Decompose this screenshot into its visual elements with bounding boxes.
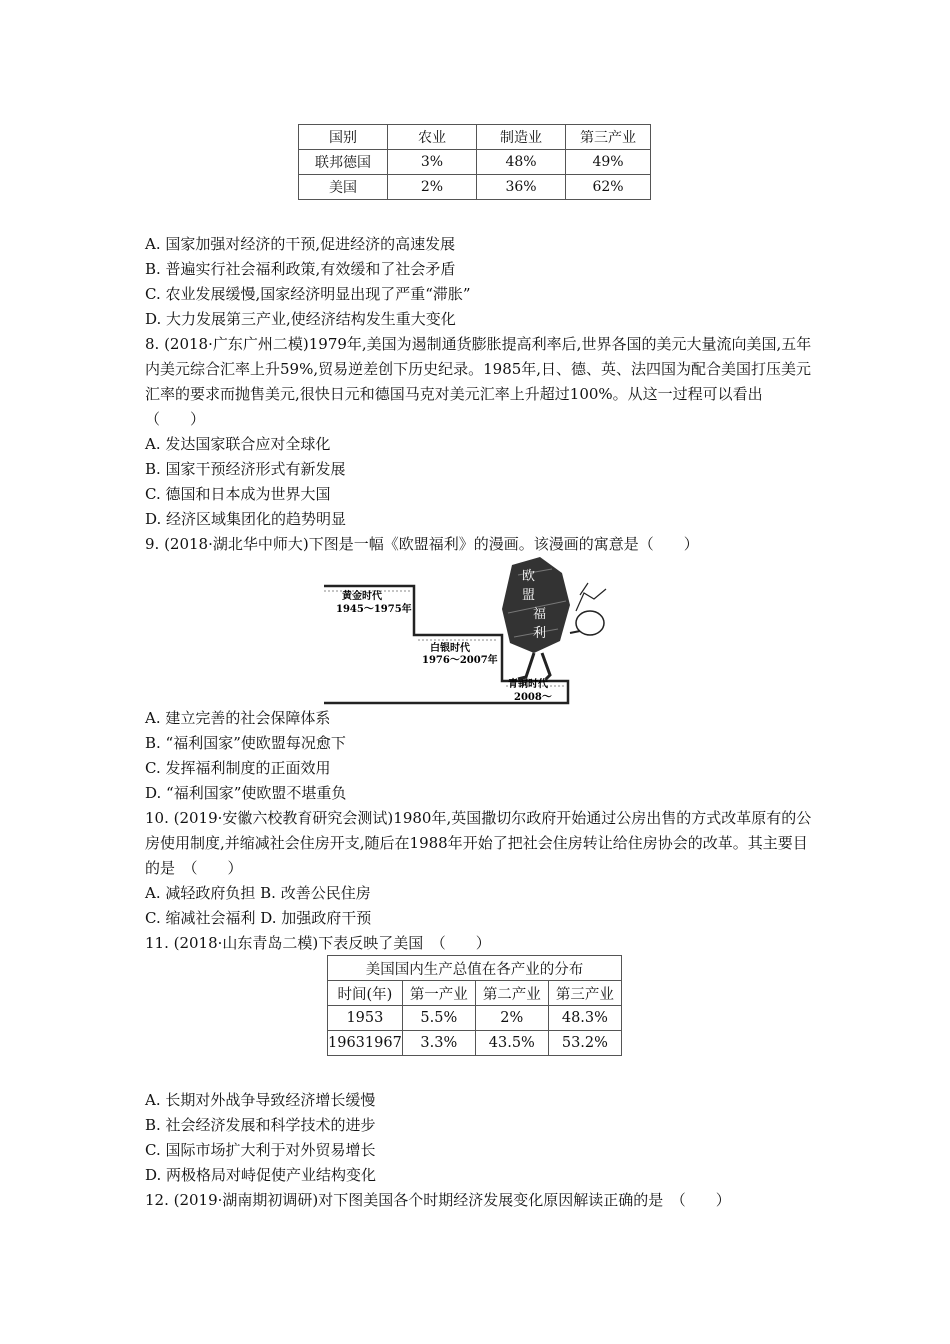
sack-char: 盟: [522, 588, 536, 603]
us-gdp-table: [327, 955, 622, 1056]
table-cell: 联邦德国: [299, 150, 388, 175]
table-cell: 制造业: [477, 125, 566, 150]
q10-options-row2: C. 缩减社会福利 D. 加强政府干预: [145, 909, 372, 927]
eu-welfare-cartoon: [322, 553, 612, 705]
table-cell: 美国: [299, 175, 388, 200]
q8-option-b: B. 国家干预经济形式有新发展: [145, 460, 346, 478]
table-cell: 第一产业: [402, 981, 475, 1006]
table-cell: 49%: [566, 150, 651, 175]
table-row: [299, 150, 651, 175]
table-cell: 48%: [477, 150, 566, 175]
table-cell: 53.2%: [548, 1031, 621, 1056]
q10-stem: 10. (2019·安徽六校教育研究会测试)1980年,英国撒切尔政府开始通过公房出售的方式改革原有的公房使用制度,并缩减社会住房开支,随后在1988年开始了把社会住房转让给住房协会的改革。其主要目的是 （ ）: [145, 809, 812, 877]
table-cell: 48.3%: [548, 1006, 621, 1031]
q8-option-a: A. 发达国家联合应对全球化: [145, 435, 331, 453]
table-cell: 第三产业: [548, 981, 621, 1006]
q9-option-c: C. 发挥福利制度的正面效用: [145, 759, 331, 777]
burdened-figure: [502, 557, 606, 679]
table-cell: 36%: [477, 175, 566, 200]
step-silver-years: 1976～2007年: [422, 655, 498, 666]
figure-head: [576, 611, 604, 635]
table-header-row: [328, 981, 622, 1006]
q9-stem: 9. (2018·湖北华中师大)下图是一幅《欧盟福利》的漫画。该漫画的寓意是（ ）: [145, 535, 699, 553]
sack-char: 利: [533, 626, 547, 641]
sack-char: 福: [533, 607, 547, 622]
table-title-row: [328, 956, 622, 981]
step-bronze-years: 2008～: [514, 692, 552, 703]
table-cell: 国别: [299, 125, 388, 150]
table-cell: 2%: [475, 1006, 548, 1031]
table-cell: 第二产业: [475, 981, 548, 1006]
q7-option-b: B. 普遍实行社会福利政策,有效缓和了社会矛盾: [145, 260, 456, 278]
industry-share-table: [298, 124, 651, 200]
table-header-row: [299, 125, 651, 150]
q7-option-a: A. 国家加强对经济的干预,促进经济的高速发展: [145, 235, 456, 253]
figure-legs: [518, 653, 550, 679]
table-cell: 3%: [388, 150, 477, 175]
q11-option-b: B. 社会经济发展和科学技术的进步: [145, 1116, 376, 1134]
table-cell: 农业: [388, 125, 477, 150]
q8-stem: 8. (2018·广东广州二模)1979年,美国为遏制通货膨胀提高利率后,世界各国的美元大量流向美国,五年内美元综合汇率上升59%,贸易逆差创下历史纪录。1985年,日、德、英、法四国为配合美国打压美元汇率的要求而抛售美元,很快日元和德国马克对美元汇率上升超过100%。从这一过程可以看出 （ ）: [145, 335, 812, 428]
step-golden-name: 黄金时代: [342, 591, 382, 602]
q9-option-d: D. “福利国家”使欧盟不堪重负: [145, 784, 347, 802]
q9-option-a: A. 建立完善的社会保障体系: [145, 709, 331, 727]
q11-option-c: C. 国际市场扩大利于对外贸易增长: [145, 1141, 376, 1159]
table-cell: 19631967: [328, 1031, 403, 1056]
table-row: [299, 175, 651, 200]
table-cell: 43.5%: [475, 1031, 548, 1056]
step-golden-years: 1945～1975年: [336, 604, 412, 615]
table-cell: 3.3%: [402, 1031, 475, 1056]
sack-char: 欧: [522, 569, 536, 584]
table-cell: 2%: [388, 175, 477, 200]
q11-stem: 11. (2018·山东青岛二模)下表反映了美国 （ ）: [145, 934, 491, 952]
q9-option-b: B. “福利国家”使欧盟每况愈下: [145, 734, 346, 752]
table-row: [328, 1031, 622, 1056]
q7-option-d: D. 大力发展第三产业,使经济结构发生重大变化: [145, 310, 456, 328]
q8-option-d: D. 经济区域集团化的趋势明显: [145, 510, 347, 528]
table-title: 美国国内生产总值在各产业的分布: [328, 956, 622, 981]
table-cell: 5.5%: [402, 1006, 475, 1031]
table-cell: 时间(年): [328, 981, 403, 1006]
table-row: [328, 1006, 622, 1031]
q11-option-a: A. 长期对外战争导致经济增长缓慢: [145, 1091, 376, 1109]
step-bronze-name: 青铜时代: [508, 679, 548, 690]
q7-option-c: C. 农业发展缓慢,国家经济明显出现了严重“滞胀”: [145, 285, 471, 303]
figure-arm: [570, 631, 580, 633]
q8-option-c: C. 德国和日本成为世界大国: [145, 485, 331, 503]
table-cell: 62%: [566, 175, 651, 200]
step-silver-name: 白银时代: [430, 643, 470, 654]
table-cell: 1953: [328, 1006, 403, 1031]
q11-option-d: D. 两极格局对峙促使产业结构变化: [145, 1166, 377, 1184]
figure-hair: [576, 583, 606, 611]
q10-options-row1: A. 减轻政府负担 B. 改善公民住房: [145, 884, 371, 902]
q12-stem: 12. (2019·湖南期初调研)对下图美国各个时期经济发展变化原因解读正确的是 （ ）: [145, 1191, 731, 1209]
table-cell: 第三产业: [566, 125, 651, 150]
